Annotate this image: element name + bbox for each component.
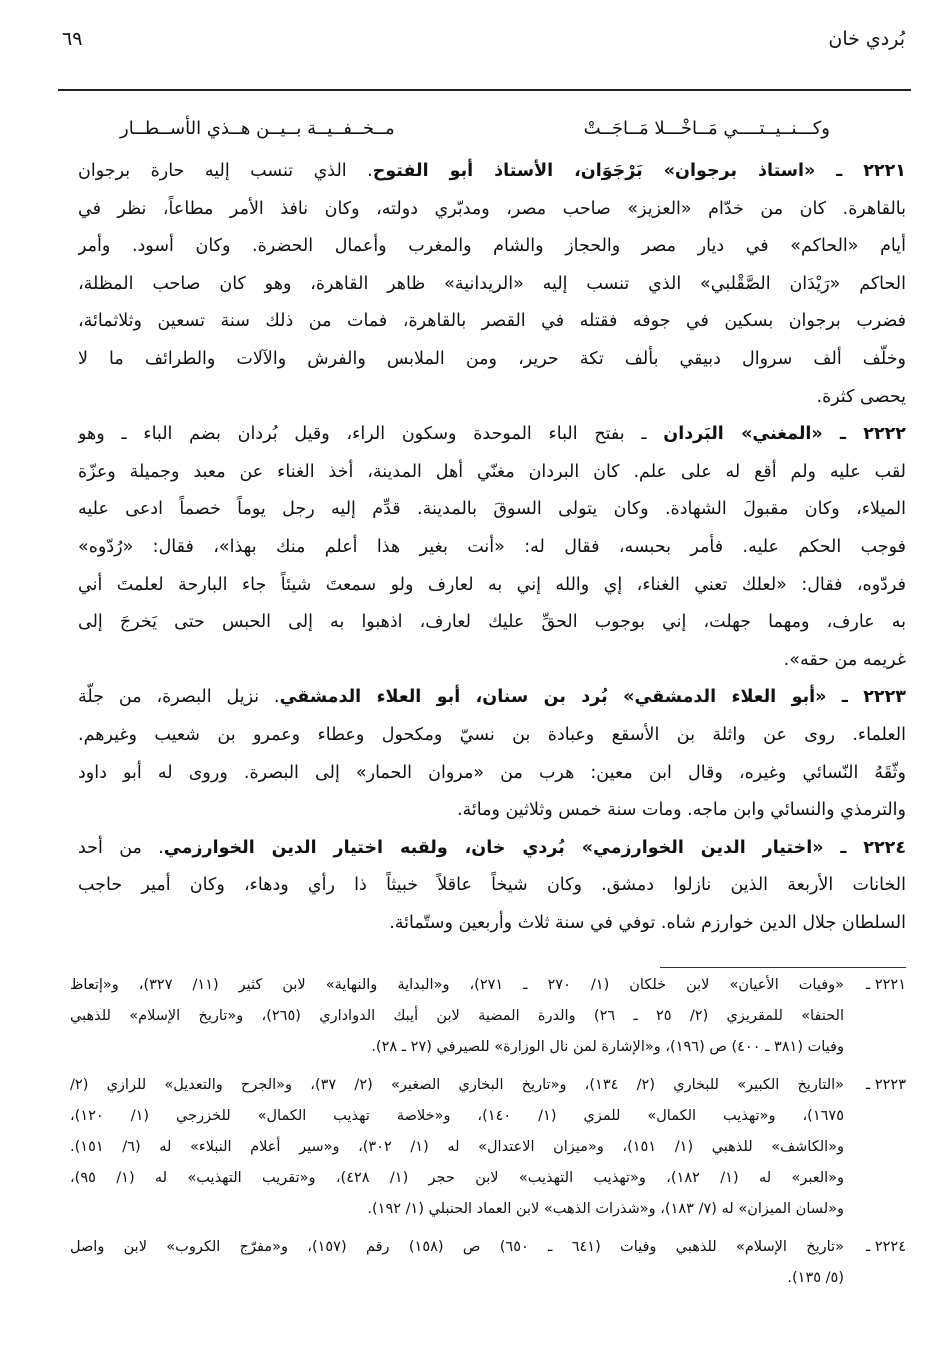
text-line: السلطان جلال الدين خوارزم شاه. توفي في سنة ثلاث وأربعين وستّمائة. bbox=[389, 912, 906, 933]
text-line: وخلّف ألف سروال دبيقي بألف تكة حرير، ومن الملابس والفرش والآلات والطرائف ما لا bbox=[78, 348, 906, 369]
entry-text: . من أحد bbox=[78, 837, 164, 858]
text-line: بالقاهرة. كان من خدّام «العزيز» صاحب مصر، ومدبّري دولته، وكان نافذ الأمر مطاعاً، نظر في bbox=[78, 198, 906, 219]
footnote-2223 bbox=[70, 1070, 906, 1225]
footnote-2224 bbox=[70, 1232, 906, 1294]
entry-heading: ٢٢٢١ ـ «استاذ برجوان» بَرْجَوَان، الأستاذ أبو الفتوح bbox=[372, 161, 906, 181]
footnote-line: الحنفا» للمقريزي (٢/ ٢٥ ـ ٢٦) والدرة المضية لابن أيبك الدواداري (٢٦٥)، و«تاريخ الإسلام» للذهبي bbox=[70, 1008, 844, 1024]
text-line: فضرب برجوان بسكين في جوفه فقتله في القصر بالقاهرة، فمات من ذلك سنة تسعين وثلاثمائة، bbox=[78, 311, 906, 332]
footnote-2221 bbox=[70, 970, 906, 1063]
entry-heading: ٢٢٢٤ ـ «اختيار الدين الخوارزمي» بُردي خان، ولقبه اختيار الدين الخوارزمي bbox=[163, 837, 906, 858]
footnote-line: و«الكاشف» للذهبي (١/ ١٥١)، و«ميزان الاعتدال» له (١/ ٣٠٢)، و«سير أعلام النبلاء» له (٦/ ١٥١). bbox=[70, 1139, 844, 1155]
entry-2223 bbox=[78, 679, 906, 829]
footnote-number: ٢٢٢١ ـ bbox=[865, 977, 906, 993]
footnote-line: «وفيات الأعيان» لابن خلكان (١/ ٢٧٠ ـ ٢٧١)، و«البداية والنهاية» لابن كثير (١١/ ٣٢٧)، و«إتعاظ bbox=[70, 977, 844, 993]
text-line: لقب عليه ولم أقع له على علم. كان البردان مغنّي أهل المدينة، أخذ الغناء عن معبد وجميلة وعزّة bbox=[78, 461, 906, 482]
text-line: الحاكم «رَيْدَان الصَّقْلبي» الذي تنسب إليه «الريدانية» ظاهر القاهرة، وهو كان صاحب المظلة، bbox=[78, 273, 906, 294]
footnote-number: ٢٢٢٣ ـ bbox=[865, 1077, 906, 1093]
entry-heading: ٢٢٢٢ ـ «المغني» البَردان bbox=[663, 424, 906, 445]
text-line: به عارف، ومهما جهلت، إني بوجوب الحقِّ عليك لعارف، اذهبوا به إلى الحبس حتى يَخرجَ إلى bbox=[78, 612, 906, 633]
entry-2221 bbox=[78, 153, 906, 416]
entry-heading-line bbox=[78, 153, 906, 191]
text-line: والترمذي والنسائي وابن ماجه. ومات سنة خمس وثلاثين ومائة. bbox=[456, 800, 906, 821]
footnote-line: وفيات (٣٨١ ـ ٤٠٠) ص (١٩٦)، و«الإشارة لمن نال الوزارة» للصيرفي (٢٧ ـ ٢٨). bbox=[371, 1039, 844, 1055]
footnote-line: ١٦٧٥)، و«تهذيب الكمال» للمزي (١/ ١٤٠)، و«خلاصة تهذيب الكمال» للخزرجي (١/ ١٢٠)، bbox=[70, 1108, 844, 1124]
entry-text: ـ بفتح الباء الموحدة وسكون الراء، وقيل بُردان بضم الباء ـ وهو bbox=[78, 424, 664, 445]
poem-verse bbox=[120, 110, 830, 148]
footnote-line: «التاريخ الكبير» للبخاري (٢/ ١٣٤)، و«تاريخ البخاري الصغير» (٢/ ٣٧)، و«الجرح والتعديل» للرازي (٢/ bbox=[70, 1077, 844, 1093]
page-number: ٦٩ bbox=[62, 28, 83, 50]
footnote-line: «تاريخ الإسلام» للذهبي وفيات (٦٤١ ـ ٦٥٠) ص (١٥٨) رقم (١٥٧)، و«مفرّج الكروب» لابن واصل bbox=[70, 1239, 844, 1255]
text-line: فوجب الحكم عليه. فأمر بحبسه، فقال له: «أنت بغير هذا أعلم منك بهذا»، فقال: «رُدّوه» bbox=[78, 536, 906, 557]
footnote-line: (٥/ ١٣٥). bbox=[787, 1270, 844, 1286]
footnote-line: و«لسان الميزان» له (٧/ ١٨٣)، و«شذرات الذهب» لابن العماد الحنبلي (١/ ١٩٢). bbox=[367, 1201, 844, 1217]
header-rule bbox=[58, 89, 911, 91]
text-line: فردّوه، فقال: «لعلك تعني الغناء، إي والله إني به لعارف ولو سمعتَ شيئاً جاء البارحة لعلمتَ أني bbox=[78, 574, 906, 595]
footnote-separator bbox=[660, 967, 906, 968]
text-line: الخانات الأربعة الذين نازلوا دمشق. وكان شيخاً عاقلاً خبيثاً ذا رأي ودهاء، وكان أمير حاجب bbox=[78, 875, 906, 896]
entry-heading-line bbox=[78, 830, 906, 868]
footnote-line: و«العبر» له (١/ ١٨٢)، و«تهذيب التهذيب» لابن حجر (١/ ٤٢٨)، و«تقريب التهذيب» له (١/ ٩٥)، bbox=[70, 1170, 844, 1186]
text-line: وثّقَهُ النّسائي وغيره، وقال ابن معين: هرب من «مروان الحمار» إلى البصرة. وروى له أبو داود bbox=[78, 762, 906, 783]
text-line: العلماء. روى عن واثلة بن الأسقع وعبادة بن نسيّ ومكحول وعطاء وعمرو بن شعيب وغيرهم. bbox=[78, 724, 906, 745]
text-line: الميلاء، وكان مقبولَ الشهادة. وكان يتولى السوقَ بالمدينة. قدِّم إليه رجل يوماً خصماً ادعى عليه bbox=[78, 499, 906, 520]
entry-heading: ٢٢٢٣ ـ «أبو العلاء الدمشقي» بُرد بن سنان، أبو العلاء الدمشقي bbox=[279, 687, 906, 708]
poem-second-hemistich: مــخــفــيــة بــيــن هــذي الأســطــار bbox=[120, 118, 395, 139]
entry-heading-line bbox=[78, 416, 906, 454]
entry-heading-line bbox=[78, 679, 906, 717]
entry-text: . نزيل البصرة، من جلّة bbox=[78, 687, 280, 708]
text-line: غريمه من حقه». bbox=[783, 649, 906, 670]
text-line: أيام «الحاكم» في ديار مصر والحجاز والشام والمغرب وأعمال الحضرة. وكان أسود. وأمر bbox=[78, 236, 906, 257]
main-text bbox=[78, 153, 906, 942]
entry-text: . الذي تنسب إليه حارة برجوان bbox=[78, 161, 373, 181]
entry-2222 bbox=[78, 416, 906, 679]
text-line: يحصى كثرة. bbox=[816, 386, 906, 407]
footnote-number: ٢٢٢٤ ـ bbox=[865, 1239, 906, 1255]
running-title: بُردي خان bbox=[828, 28, 905, 50]
poem-first-hemistich: وكـــنــيــتــــي مَــاخْـــلا مَــاجَــتْ bbox=[583, 118, 830, 139]
footnotes bbox=[70, 970, 906, 1301]
entry-2224 bbox=[78, 830, 906, 943]
